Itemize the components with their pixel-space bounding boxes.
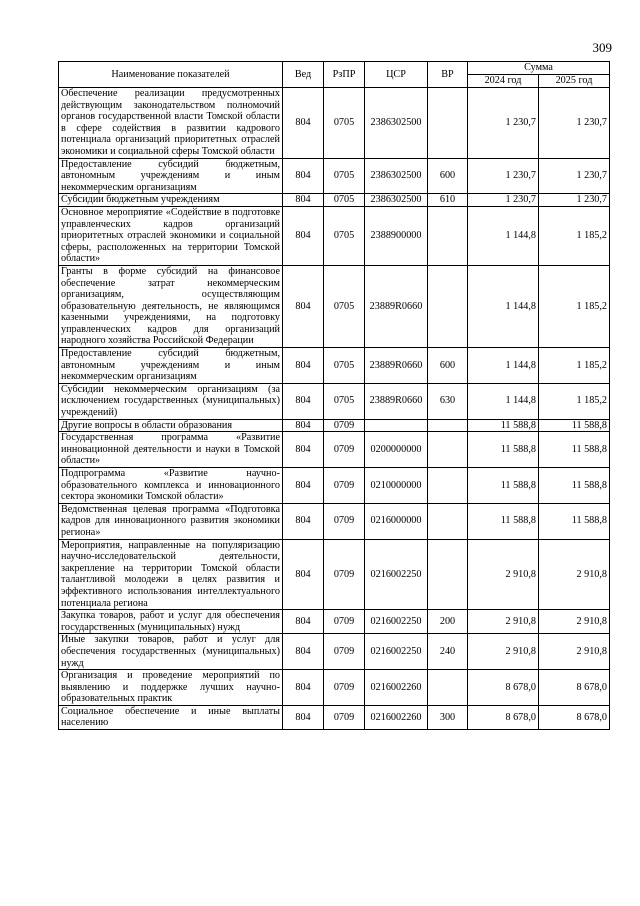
row-amount-2025: 11 588,8 xyxy=(539,503,610,539)
row-amount-2025: 2 910,8 xyxy=(539,610,610,634)
row-vr xyxy=(428,503,468,539)
table-row xyxy=(59,348,610,384)
table-row xyxy=(59,265,610,347)
row-rzpr: 0709 xyxy=(324,468,365,504)
table-row xyxy=(59,206,610,265)
row-amount-2024: 1 230,7 xyxy=(468,194,539,207)
row-name: Государственная программа «Развитие инновационной деятельности и науки в Томской области» xyxy=(59,432,283,468)
row-amount-2025: 1 185,2 xyxy=(539,265,610,347)
budget-table xyxy=(58,61,610,730)
row-rzpr: 0705 xyxy=(324,206,365,265)
row-ved: 804 xyxy=(283,705,324,729)
row-vr xyxy=(428,432,468,468)
header-csr: ЦСР xyxy=(365,62,428,88)
row-csr: 23889R0660 xyxy=(365,383,428,419)
row-amount-2024: 8 678,0 xyxy=(468,705,539,729)
row-ved: 804 xyxy=(283,432,324,468)
row-amount-2024: 11 588,8 xyxy=(468,503,539,539)
table-body xyxy=(59,88,610,730)
row-amount-2024: 1 144,8 xyxy=(468,265,539,347)
row-amount-2025: 1 230,7 xyxy=(539,88,610,159)
row-vr: 600 xyxy=(428,348,468,384)
header-sum: Сумма xyxy=(468,62,610,75)
row-amount-2024: 11 588,8 xyxy=(468,419,539,432)
row-rzpr: 0709 xyxy=(324,503,365,539)
row-rzpr: 0709 xyxy=(324,634,365,670)
row-name: Подпрограмма «Развитие научно-образовательного комплекса и инновационного сектора экономики Томской области» xyxy=(59,468,283,504)
row-name: Социальное обеспечение и иные выплаты населению xyxy=(59,705,283,729)
row-ved: 804 xyxy=(283,539,324,610)
row-rzpr: 0705 xyxy=(324,383,365,419)
row-name: Ведомственная целевая программа «Подготовка кадров для инновационного развития экономики региона» xyxy=(59,503,283,539)
row-amount-2025: 1 230,7 xyxy=(539,194,610,207)
row-rzpr: 0709 xyxy=(324,705,365,729)
row-amount-2024: 8 678,0 xyxy=(468,670,539,706)
row-csr: 23889R0660 xyxy=(365,265,428,347)
row-csr: 0216002260 xyxy=(365,705,428,729)
row-ved: 804 xyxy=(283,610,324,634)
row-csr: 23889R0660 xyxy=(365,348,428,384)
table-row xyxy=(59,503,610,539)
row-csr: 0216002250 xyxy=(365,610,428,634)
row-vr: 300 xyxy=(428,705,468,729)
row-ved: 804 xyxy=(283,383,324,419)
table-row xyxy=(59,383,610,419)
header-rzpr: РзПР xyxy=(324,62,365,88)
row-amount-2024: 2 910,8 xyxy=(468,634,539,670)
row-vr xyxy=(428,419,468,432)
row-csr: 2388900000 xyxy=(365,206,428,265)
row-rzpr: 0705 xyxy=(324,88,365,159)
row-csr: 2386302500 xyxy=(365,158,428,194)
row-vr: 600 xyxy=(428,158,468,194)
row-name: Организация и проведение мероприятий по выявлению и поддержке лучших научно-образовательных практик xyxy=(59,670,283,706)
row-rzpr: 0709 xyxy=(324,539,365,610)
row-ved: 804 xyxy=(283,419,324,432)
row-csr: 0210000000 xyxy=(365,468,428,504)
row-amount-2024: 2 910,8 xyxy=(468,539,539,610)
row-rzpr: 0705 xyxy=(324,265,365,347)
row-rzpr: 0705 xyxy=(324,194,365,207)
row-amount-2024: 1 144,8 xyxy=(468,348,539,384)
row-amount-2024: 11 588,8 xyxy=(468,432,539,468)
row-amount-2025: 1 185,2 xyxy=(539,348,610,384)
row-amount-2025: 1 185,2 xyxy=(539,206,610,265)
row-amount-2024: 1 144,8 xyxy=(468,383,539,419)
row-name: Предоставление субсидий бюджетным, автономным учреждениям и иным некоммерческим организациям xyxy=(59,158,283,194)
row-name: Субсидии некоммерческим организациям (за исключением государственных (муниципальных) учреждений) xyxy=(59,383,283,419)
row-vr xyxy=(428,265,468,347)
row-rzpr: 0705 xyxy=(324,158,365,194)
row-amount-2024: 1 230,7 xyxy=(468,158,539,194)
table-row xyxy=(59,705,610,729)
row-name: Субсидии бюджетным учреждениям xyxy=(59,194,283,207)
header-vr: ВР xyxy=(428,62,468,88)
row-amount-2025: 11 588,8 xyxy=(539,432,610,468)
table-row xyxy=(59,610,610,634)
row-vr xyxy=(428,670,468,706)
row-amount-2024: 2 910,8 xyxy=(468,610,539,634)
row-csr: 0216000000 xyxy=(365,503,428,539)
row-csr: 0200000000 xyxy=(365,432,428,468)
table-row xyxy=(59,158,610,194)
row-vr: 200 xyxy=(428,610,468,634)
table-row xyxy=(59,634,610,670)
table-header xyxy=(59,62,610,88)
table-row xyxy=(59,432,610,468)
row-vr: 630 xyxy=(428,383,468,419)
header-name: Наименование показателей xyxy=(59,62,283,88)
row-rzpr: 0709 xyxy=(324,610,365,634)
row-vr xyxy=(428,539,468,610)
row-ved: 804 xyxy=(283,194,324,207)
table-row xyxy=(59,194,610,207)
row-csr: 0216002250 xyxy=(365,634,428,670)
row-ved: 804 xyxy=(283,503,324,539)
row-amount-2024: 11 588,8 xyxy=(468,468,539,504)
page-number: 309 xyxy=(592,40,612,55)
row-name: Обеспечение реализации предусмотренных действующим законодательством полномочий органов государственной власти Томской области в сфере содействия в развитии кадрового потенциала организаций приоритетных отраслей экономики и социальной сферы Томской области xyxy=(59,88,283,159)
row-vr xyxy=(428,88,468,159)
table-row xyxy=(59,539,610,610)
row-name: Закупка товаров, работ и услуг для обеспечения государственных (муниципальных) нужд xyxy=(59,610,283,634)
row-vr xyxy=(428,468,468,504)
row-name: Гранты в форме субсидий на финансовое обеспечение затрат некоммерческим организациям, осуществляющим образовательную деятельность, не являющимся казенными учреждениями, на подготовку управленческих кадров для организаций народного хозяйства Российской Федерации xyxy=(59,265,283,347)
table-row xyxy=(59,88,610,159)
row-amount-2025: 11 588,8 xyxy=(539,419,610,432)
table-row xyxy=(59,419,610,432)
row-ved: 804 xyxy=(283,468,324,504)
row-ved: 804 xyxy=(283,634,324,670)
row-amount-2024: 1 230,7 xyxy=(468,88,539,159)
row-amount-2025: 8 678,0 xyxy=(539,705,610,729)
row-rzpr: 0709 xyxy=(324,670,365,706)
row-csr: 2386302500 xyxy=(365,194,428,207)
row-ved: 804 xyxy=(283,206,324,265)
row-ved: 804 xyxy=(283,158,324,194)
row-ved: 804 xyxy=(283,88,324,159)
row-rzpr: 0709 xyxy=(324,419,365,432)
row-name: Мероприятия, направленные на популяризацию научно-исследовательской деятельности, закрепление на территории Томской области талантливой молодежи в целях развития и эффективного использования интеллектуального потенциала региона xyxy=(59,539,283,610)
row-csr xyxy=(365,419,428,432)
row-vr: 240 xyxy=(428,634,468,670)
row-name: Другие вопросы в области образования xyxy=(59,419,283,432)
row-name: Иные закупки товаров, работ и услуг для обеспечения государственных (муниципальных) нужд xyxy=(59,634,283,670)
row-amount-2025: 1 185,2 xyxy=(539,383,610,419)
row-amount-2025: 1 230,7 xyxy=(539,158,610,194)
row-csr: 0216002260 xyxy=(365,670,428,706)
header-year-2024: 2024 год xyxy=(468,75,539,88)
row-name: Предоставление субсидий бюджетным, автономным учреждениям и иным некоммерческим организациям xyxy=(59,348,283,384)
table-row xyxy=(59,468,610,504)
row-csr: 2386302500 xyxy=(365,88,428,159)
row-name: Основное мероприятие «Содействие в подготовке управленческих кадров организаций приоритетных отраслей экономики и социальной сферы, расположенных на территории Томской области» xyxy=(59,206,283,265)
row-ved: 804 xyxy=(283,265,324,347)
row-vr xyxy=(428,206,468,265)
row-amount-2025: 8 678,0 xyxy=(539,670,610,706)
row-vr: 610 xyxy=(428,194,468,207)
header-ved: Вед xyxy=(283,62,324,88)
table-row xyxy=(59,670,610,706)
row-amount-2025: 11 588,8 xyxy=(539,468,610,504)
row-amount-2024: 1 144,8 xyxy=(468,206,539,265)
header-year-2025: 2025 год xyxy=(539,75,610,88)
row-amount-2025: 2 910,8 xyxy=(539,634,610,670)
row-ved: 804 xyxy=(283,670,324,706)
row-csr: 0216002250 xyxy=(365,539,428,610)
row-ved: 804 xyxy=(283,348,324,384)
row-rzpr: 0709 xyxy=(324,432,365,468)
row-rzpr: 0705 xyxy=(324,348,365,384)
row-amount-2025: 2 910,8 xyxy=(539,539,610,610)
